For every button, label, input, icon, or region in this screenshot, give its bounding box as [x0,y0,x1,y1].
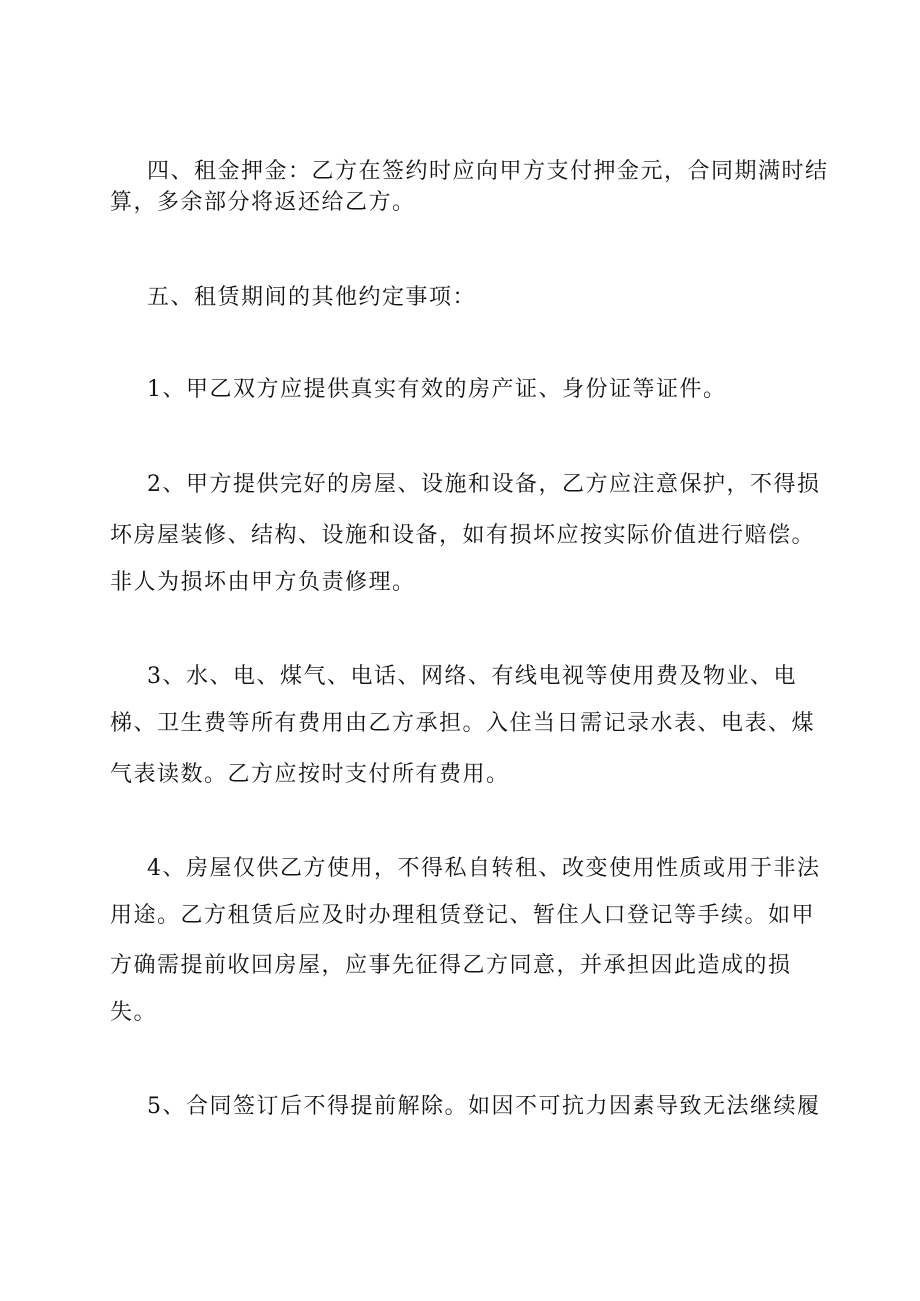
clause-5-heading: 五、租赁期间的其他约定事项： [147,285,477,310]
item-5-line-1: 5、合同签订后不得提前解除。如因不可抗力因素导致无法继续履 [147,1094,821,1119]
item-3-line-1: 3、水、电、煤气、电话、网络、有线电视等使用费及物业、电 [147,664,797,689]
clause-4-deposit-line-2: 算，多余部分将返还给乙方。 [110,190,416,215]
clause-4-deposit-line-1: 四、租金押金：乙方在签约时应向甲方支付押金元，合同期满时结 [147,159,829,184]
item-3-line-3: 气表读数。乙方应按时支付所有费用。 [110,762,510,787]
item-2-line-3: 非人为损坏由甲方负责修理。 [110,570,416,595]
item-4-line-3: 方确需提前收回房屋，应事先征得乙方同意，并承担因此造成的损 [110,953,792,978]
item-4-line-1: 4、房屋仅供乙方使用，不得私自转租、改变使用性质或用于非法 [147,856,821,881]
item-2-line-1: 2、甲方提供完好的房屋、设施和设备，乙方应注意保护，不得损 [147,472,821,497]
item-4-line-4: 失。 [110,1000,158,1025]
item-3-line-2: 梯、卫生费等所有费用由乙方承担。入住当日需记录水表、电表、煤 [110,711,816,736]
item-2-line-2: 坏房屋装修、结构、设施和设备，如有损坏应按实际价值进行赔偿。 [110,523,816,548]
item-4-line-2: 用途。乙方租赁后应及时办理租赁登记、暂住人口登记等手续。如甲 [110,903,816,928]
item-1-line-1: 1、甲乙双方应提供真实有效的房产证、身份证等证件。 [147,377,727,402]
